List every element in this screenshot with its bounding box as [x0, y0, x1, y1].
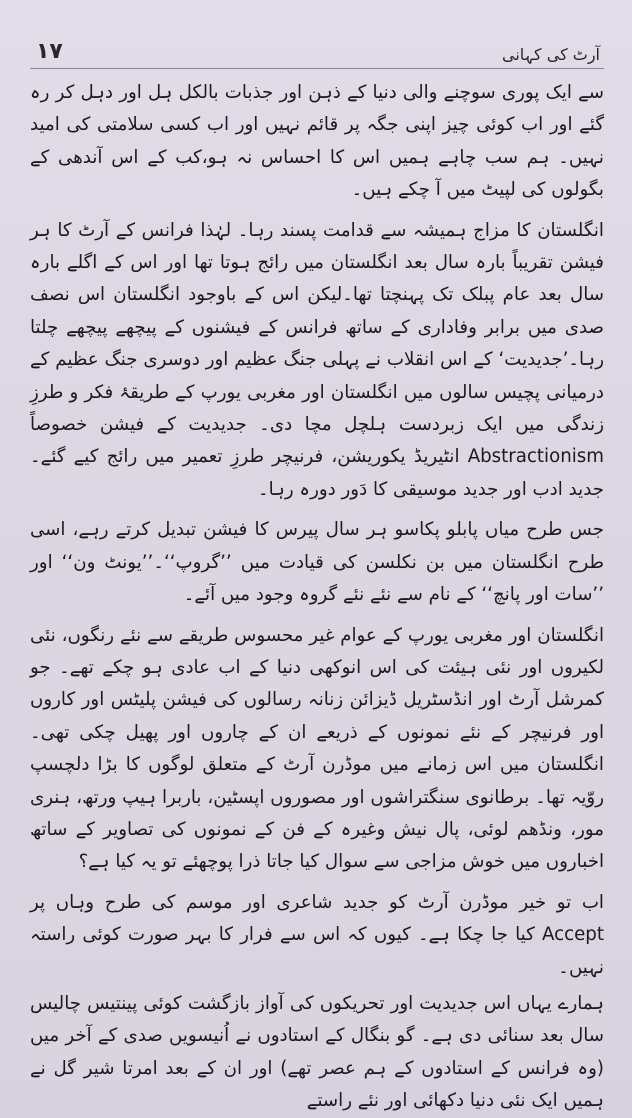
paragraph: ہمارے یہاں اس جدیدیت اور تحریکوں کی آواز بازگشت کوئی پینتیس چالیس سال بعد سنائی دی ہے۔ گو بنگال کے استادوں نے اُنیسویں صدی کے آخر میں (وہ فرانس کے استادوں کے ہم عصر تھے) اور ان کے بعد امرتا شیر گل نے ہمیں ایک نئی دنیا دکھائی اور نئے راستے: [30, 992, 604, 1112]
paragraph: اب تو خیر موڈرن آرٹ کو جدید شاعری اور موسم کی طرح وہاں پر Accept کیا جا چکا ہے۔ کیوں کہ اس سے فرار کا بہر صورت کوئی راستہ نہیں۔: [30, 891, 604, 978]
paragraph: سے ایک پوری سوچنے والی دنیا کے ذہن اور جذبات بالکل ہل اور دہل کر رہ گئے اور اب کوئی چیز اپنی جگہ پر قائم نہیں اور اب کسی سلامتی کی امید نہیں۔ ہم سب چاہے ہمیں اس کا احساس نہ ہو،کب کے اس آندھی کے بگولوں کی لپیٹ میں آ چکے ہیں۔: [30, 82, 604, 201]
paragraph: انگلستان اور مغربی یورپ کے عوام غیر محسوس طریقے سے نئے رنگوں، نئی لکیروں اور نئی ہیئت کی اس انوکھی دنیا کے اب عادی ہو چکے تھے۔ جو کمرشل آرٹ اور انڈسٹریل ڈیزائن زنانہ رسالوں کی فیشن پلیٹس اور کاروں اور فرنیچر کے نئے نمونوں کے ذریعے ان کے چاروں اور پھیل چکی تھی۔ انگلستان میں اس زمانے میں موڈرن آرٹ کے متعلق لوگوں کا بڑا دلچسپ روّیہ تھا۔ برطانوی سنگتراشوں اور مصوروں اپسٹین، باربرا ہیپ ورتھ، ہنری مور، ونڈھم لوئی، پال نیش وغیرہ کے فن کے نمونوں کی تصاویر کے ساتھ اخباروں میں خوش مزاجی سے سوال کیا جاتا ذرا پوچھئے تو یہ کیا ہے؟: [30, 624, 604, 873]
paragraph: انگلستان کا مزاج ہمیشہ سے قدامت پسند رہا۔ لہٰذا فرانس کے آرٹ کا ہر فیشن تقریباً بارہ سال بعد انگلستان میں رائج ہوتا تھا اور اس کے اگلے بارہ سال بعد عام پبلک تک پہنچتا تھا۔لیکن اس کے باوجود انگلستان اس نصف صدی میں برابر وفاداری کے ساتھ فرانس کے فیشنوں کے پیچھے پیچھے چلتا رہا۔’جدیدیت‘ کے اس انقلاب نے پہلی جنگ عظیم اور دوسری جنگ عظیم کے درمیانی پچیس سالوں میں انگلستان اور مغربی یورپ کے طریقۂ فکر و طرزِ زندگی میں ایک زبردست ہلچل مچا دی۔ جدیدیت کے فیشن خصوصاً Abstractionism انٹیریڈ یکوریشن، فرنیچر طرزِ تعمیر میں رائج کیے گئے۔ جدید ادب اور جدید موسیقی کا دَور دورہ رہا۔: [30, 219, 604, 500]
paragraph: جس طرح میاں پابلو پکاسو ہر سال پیرس کا فیشن تبدیل کرتے رہے، اسی طرح انگلستان میں بن نکلسن کی قیادت میں ’’گروپ‘‘۔’’یونٹ ون‘‘ اور ’’سات اور پانچ‘‘ کے نام سے نئے نئے گروہ وجود میں آئے۔: [30, 519, 604, 606]
page-number: ۱۷: [36, 39, 63, 64]
running-title: آرٹ کی کہانی: [501, 45, 600, 64]
running-header: [30, 30, 604, 69]
body-text: [30, 77, 604, 1118]
